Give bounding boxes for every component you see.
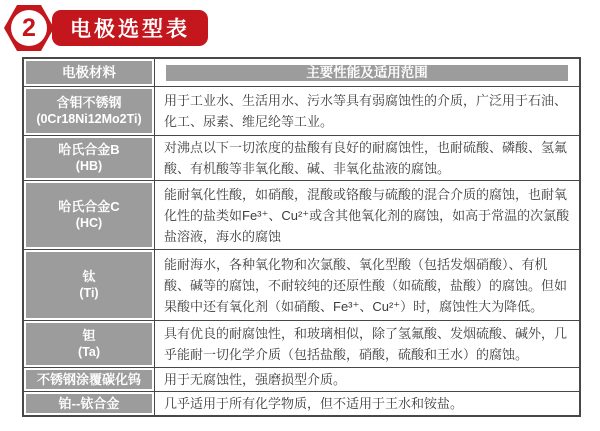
description-cell [155,321,579,367]
description-text: 用于工业水、生活用水、污水等具有弱腐蚀性的介质，广泛用于石油、化工、尿素、维尼纶等工业。 [164,93,568,129]
material-sub: (0Cr18Ni12Mo2Ti) [36,112,142,126]
description-cell [155,136,579,180]
material-cell [24,136,154,180]
material-cell [24,392,154,415]
material-name: 哈氏合金B [58,142,120,157]
material-label [26,394,152,413]
material-cell [24,181,154,249]
material-sub: (HC) [75,216,103,230]
description-cell [155,250,579,320]
column-header-description-label: 主要性能及适用范围 [166,65,568,81]
description-text: 能耐氧化性酸，如硝酸，混酸或铬酸与硫酸的混合介质的腐蚀，也耐氧化性的盐类如Fe³⁺、Cu²⁺或含其他氧化剂的腐蚀，如高于常温的次氯酸盐溶液，海水的腐蚀 [164,186,570,244]
material-name: 铂--铱合金 [58,395,120,411]
material-cell [24,368,154,391]
description-text: 对沸点以下一切浓度的盐酸有良好的耐腐蚀性，也耐硫酸、磷酸、氢氟酸、有机酸等非氧化酸、碱、非氧化盐液的腐蚀。 [164,140,568,176]
material-cell [24,250,154,320]
material-sub: (HB) [75,159,103,173]
material-label [26,370,152,389]
column-header-description [155,59,579,86]
material-name: 含钼不锈钢 [56,95,122,110]
material-label [26,138,152,178]
material-cell [24,87,154,135]
material-name: 钽 [82,328,96,343]
badge-circle [11,10,47,46]
description-text: 能耐海水，各种氧化物和次氯酸、氧化型酸（包括发烟硝酸）、有机酸、碱等的腐蚀，不耐较纯的还原性酸（如硫酸，盐酸）的腐蚀。但如果酸中还有氧化剂（如硝酸、Fe³⁺、Cu²⁺）时，腐蚀性大为降低。 [164,256,568,314]
column-header-material [24,59,154,86]
material-label [26,89,152,133]
page-title: 电极选型表 [52,10,208,46]
badge-number: 2 [22,13,36,42]
material-name: 哈氏合金C [58,199,120,214]
page-header [0,0,600,57]
description-cell [155,368,579,391]
material-name: 不锈钢涂覆碳化钨 [36,371,141,387]
description-cell [155,87,579,135]
material-label [26,183,152,247]
material-label [26,252,152,318]
description-text: 用于无腐蚀性，强磨损型介质。 [164,372,347,387]
description-text: 几乎适用于所有化学物质，但不适用于王水和铵盐。 [164,396,464,411]
electrode-table [22,57,581,417]
column-header-material-label: 电极材料 [26,61,152,84]
section-number-badge [4,5,54,51]
description-cell [155,181,579,249]
material-cell [24,321,154,367]
material-name: 钛 [82,269,96,284]
material-label [26,323,152,365]
description-text: 具有优良的耐腐蚀性，和玻璃相似，除了氢氟酸、发烟硫酸、碱外，几乎能耐一切化学介质（包括盐酸，硝酸，硫酸和王水）的腐蚀。 [164,326,568,362]
material-sub: (Ta) [78,345,100,359]
material-sub: (Ti) [79,286,99,300]
description-cell [155,392,579,415]
